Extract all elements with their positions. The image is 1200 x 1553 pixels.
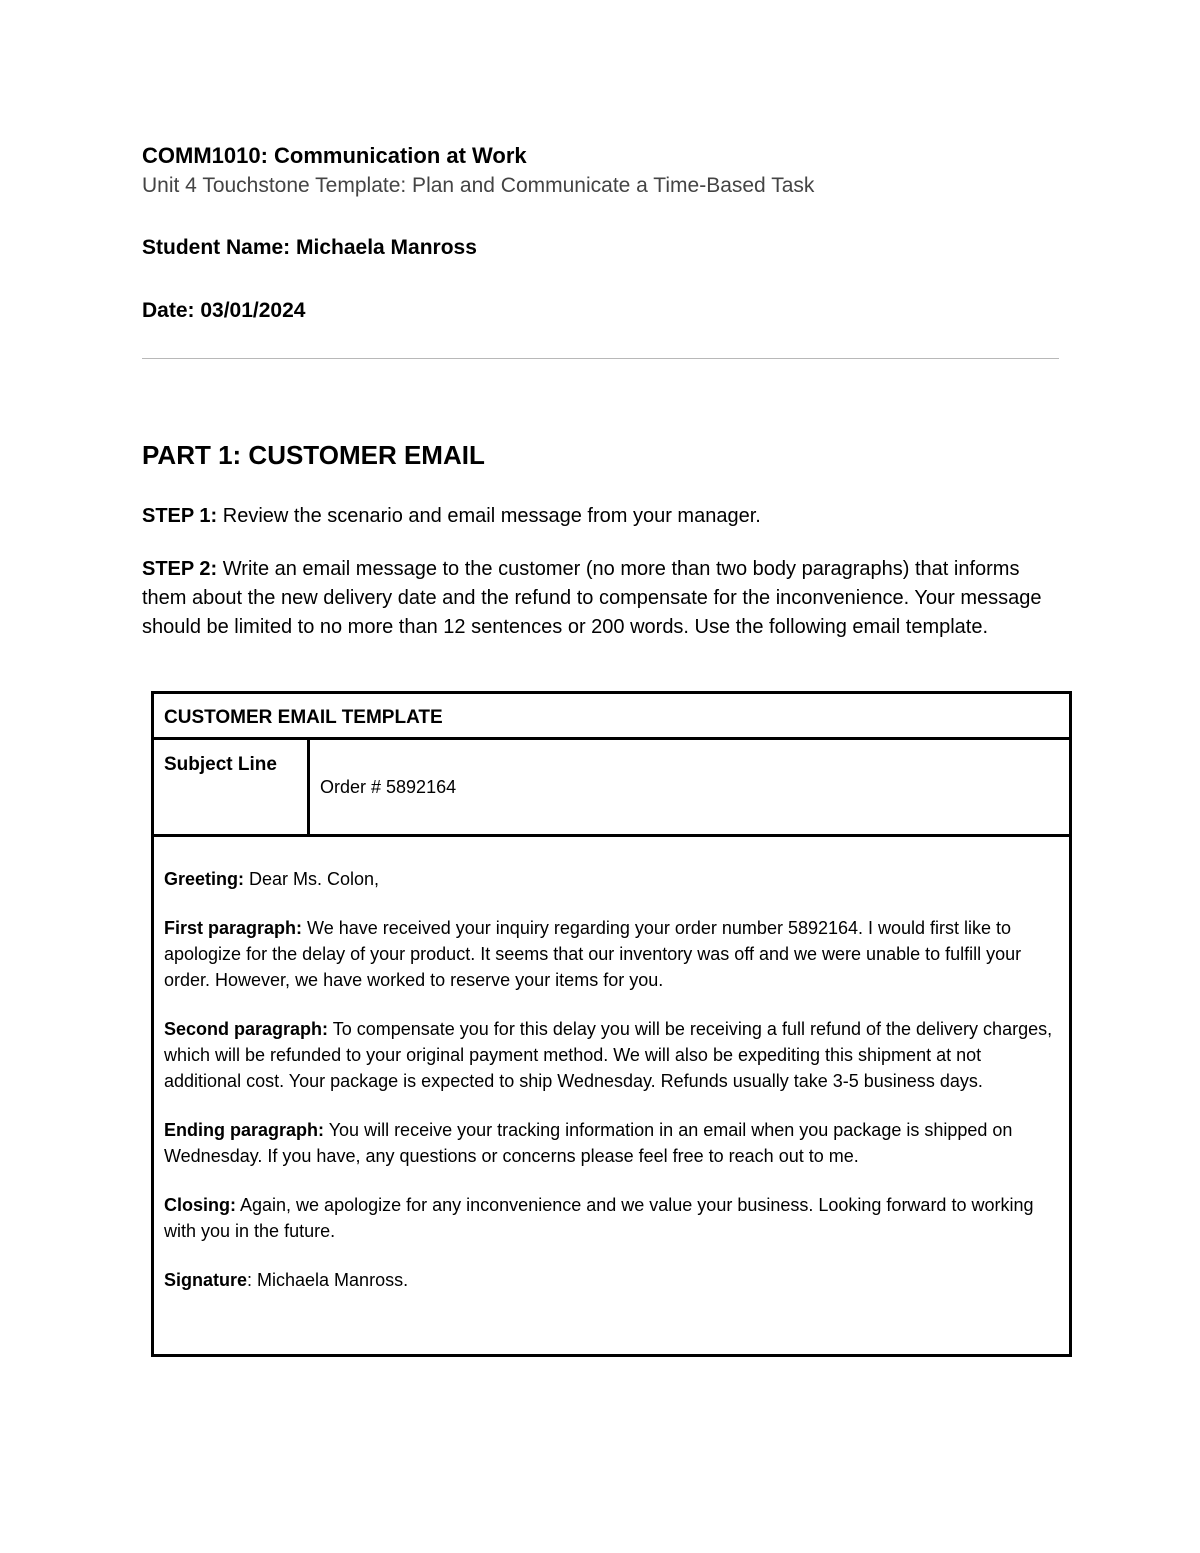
ending-paragraph [164, 1117, 1059, 1169]
signature-paragraph [164, 1267, 1059, 1293]
part1-heading: PART 1: CUSTOMER EMAIL [142, 440, 485, 470]
step1-instruction [142, 502, 1060, 531]
unit-subtitle: Unit 4 Touchstone Template: Plan and Communicate a Time-Based Task [142, 174, 815, 197]
subject-label: Subject Line [164, 754, 277, 775]
first-paragraph-text: We have received your inquiry regarding your order number 5892164. I would first like to apologize for the delay of your product. It seems that our inventory was off and we were unable to fulfill your order. However, we have worked to reserve your items for you. [164, 918, 1022, 990]
closing-label: Closing: [164, 1195, 236, 1215]
first-paragraph [164, 915, 1059, 993]
template-title: CUSTOMER EMAIL TEMPLATE [164, 707, 443, 728]
subject-line-row [154, 740, 1069, 837]
step2-text: Write an email message to the customer (no more than two body paragraphs) that informs them about the new delivery date and the refund to compensate for the inconvenience. Your message should be limited to no more than 12 sentences or 200 words. Use the following email template. [142, 558, 1042, 638]
second-paragraph-text: To compensate you for this delay you will be receiving a full refund of the delivery charges, which will be refunded to your original payment method. We will also be expediting this shipment at not additional cost. Your package is expected to ship Wednesday. Refunds usually take 3-5 business days. [164, 1019, 1053, 1091]
second-paragraph-label: Second paragraph: [164, 1019, 329, 1039]
ending-paragraph-text: You will receive your tracking information in an email when you package is shipped on Wednesday. If you have, any questions or concerns please feel free to reach out to me. [164, 1120, 1013, 1166]
customer-email-template-table [151, 691, 1072, 1357]
template-header-row [154, 694, 1069, 740]
subject-value: Order # 5892164 [320, 777, 457, 797]
closing-paragraph [164, 1192, 1059, 1244]
first-paragraph-label: First paragraph: [164, 918, 303, 938]
student-name: Student Name: Michaela Manross [142, 236, 477, 259]
course-title: COMM1010: Communication at Work [142, 143, 527, 168]
subject-label-cell [154, 740, 310, 834]
closing-text: Again, we apologize for any inconvenience and we value your business. Looking forward to working with you in the future. [164, 1195, 1034, 1241]
date-line: Date: 03/01/2024 [142, 299, 306, 322]
horizontal-divider [142, 358, 1059, 359]
ending-paragraph-label: Ending paragraph: [164, 1120, 325, 1140]
step2-instruction [142, 555, 1060, 642]
second-paragraph [164, 1016, 1059, 1094]
step1-label: STEP 1: [142, 505, 218, 527]
greeting-paragraph [164, 866, 1059, 892]
greeting-text: Dear Ms. Colon, [244, 869, 380, 889]
step2-label: STEP 2: [142, 558, 218, 580]
email-body-cell [164, 866, 1059, 1316]
signature-text: : Michaela Manross. [247, 1270, 409, 1290]
step1-text: Review the scenario and email message from your manager. [217, 505, 761, 527]
signature-label: Signature [164, 1270, 248, 1290]
greeting-label: Greeting: [164, 869, 245, 889]
